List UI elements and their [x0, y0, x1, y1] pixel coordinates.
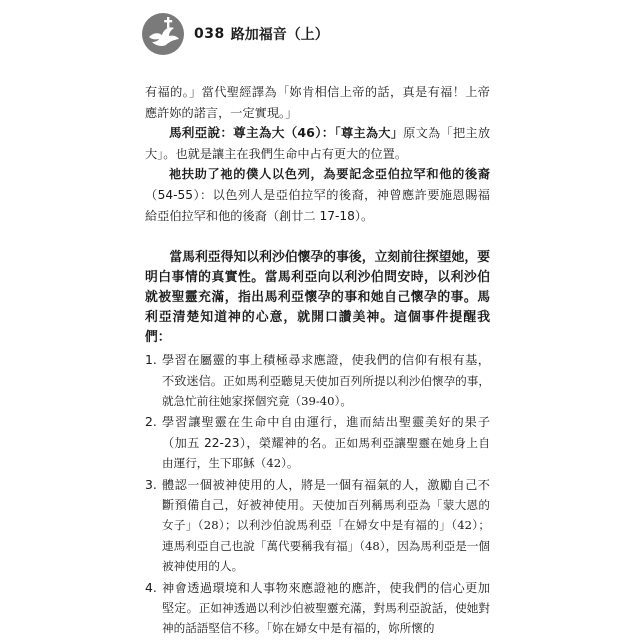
page-body: [145, 82, 490, 640]
application-intro: 當馬利亞得知以利沙伯懷孕的事後，立刻前往探望她，要明白事情的真實性。當馬利亞向以利沙伯問安時，以利沙伯就被聖靈充滿，指出馬利亞懷孕的事和她自己懷孕的事。馬利亞清楚知道神的心意，就開口讚美神。這個事件提醒我們：: [145, 250, 490, 346]
list-item-text: [162, 350, 490, 411]
list-item-main: 體認一個被神使用的人，將是一個有福氣的人，激勵自己不斷預備自己，好被神使用。: [162, 477, 490, 512]
paragraph-abraham: [145, 164, 490, 226]
list-item-main: 學習在屬靈的事上積極尋求應證，使我們的信仰有根有基，不致迷信。: [162, 353, 490, 388]
list-item: [145, 412, 490, 473]
section-gap: [145, 226, 490, 248]
list-item-text: [162, 578, 490, 639]
lesson-list: [145, 350, 490, 639]
paragraph-text: （54-55）：以色列人是亞伯拉罕的後裔，神曾應許要施恩賜福給亞伯拉罕和他的後裔（創廿二 17-18）。: [145, 187, 490, 223]
verse-quote: 祂扶助了祂的僕人以色列，為要記念亞伯拉罕和他的後裔: [168, 167, 490, 182]
book-title: 路加福音（上）: [230, 27, 329, 43]
list-item-main: 神會透過環境和人事物來應證祂的應許，使我們的信心更加堅定。: [162, 580, 490, 616]
page-header: [140, 12, 329, 56]
list-number: 2.: [145, 414, 157, 430]
list-number: 3.: [145, 476, 157, 492]
list-item: [145, 578, 490, 639]
paragraph-text: 原文為「把主放大」。也就是讓主在我們生命中占有更大的位置。: [145, 126, 491, 161]
verse-heading: 馬利亞說：尊主為大（46）：: [168, 125, 335, 141]
list-item-detail: 天使加百列稱馬利亞為「蒙大恩的女子」（28）；以利沙伯說馬利亞「在婦女中是有福的」（42）；連馬利亞自己也說「萬代要稱我有福」（48），因為馬利亞是一個被神使用的人。: [162, 498, 490, 574]
page-number: 038: [194, 26, 225, 42]
list-item-text: [162, 475, 490, 577]
list-item: [145, 350, 490, 411]
list-number: 4.: [145, 579, 157, 595]
list-number: 1.: [145, 352, 157, 368]
paragraph-magnify: [145, 123, 490, 164]
list-item-detail: 正如神透過以利沙伯被聖靈充滿，對馬利亞說話，使她對神的話語堅信不移。「妳在婦女中是有福的，妳所懷的: [162, 601, 490, 636]
list-item: [145, 475, 490, 577]
list-item-detail: 正如馬利亞讓聖靈在她身上自由運行，生下耶穌（42）。: [162, 435, 490, 471]
paragraph-text: 有福的。」當代聖經譯為「妳肯相信上帝的話，真是有福！上帝應許妳的諾言，一定實現。」: [145, 85, 490, 120]
list-item-main: 學習讓聖靈在生命中自由運行，進而結出聖靈美好的果子（加五 22-23），榮耀神的名。: [162, 415, 490, 450]
paragraph-continuation: [145, 82, 490, 123]
dove-cross-logo-icon: [140, 11, 186, 57]
list-item-text: [162, 412, 490, 473]
list-item-detail: 正如馬利亞聽見天使加百列所提以利沙伯懷孕的事，就急忙前往她家探個究竟（39-40）。: [162, 373, 490, 408]
quoted-phrase: 「尊主為大」: [334, 126, 404, 141]
